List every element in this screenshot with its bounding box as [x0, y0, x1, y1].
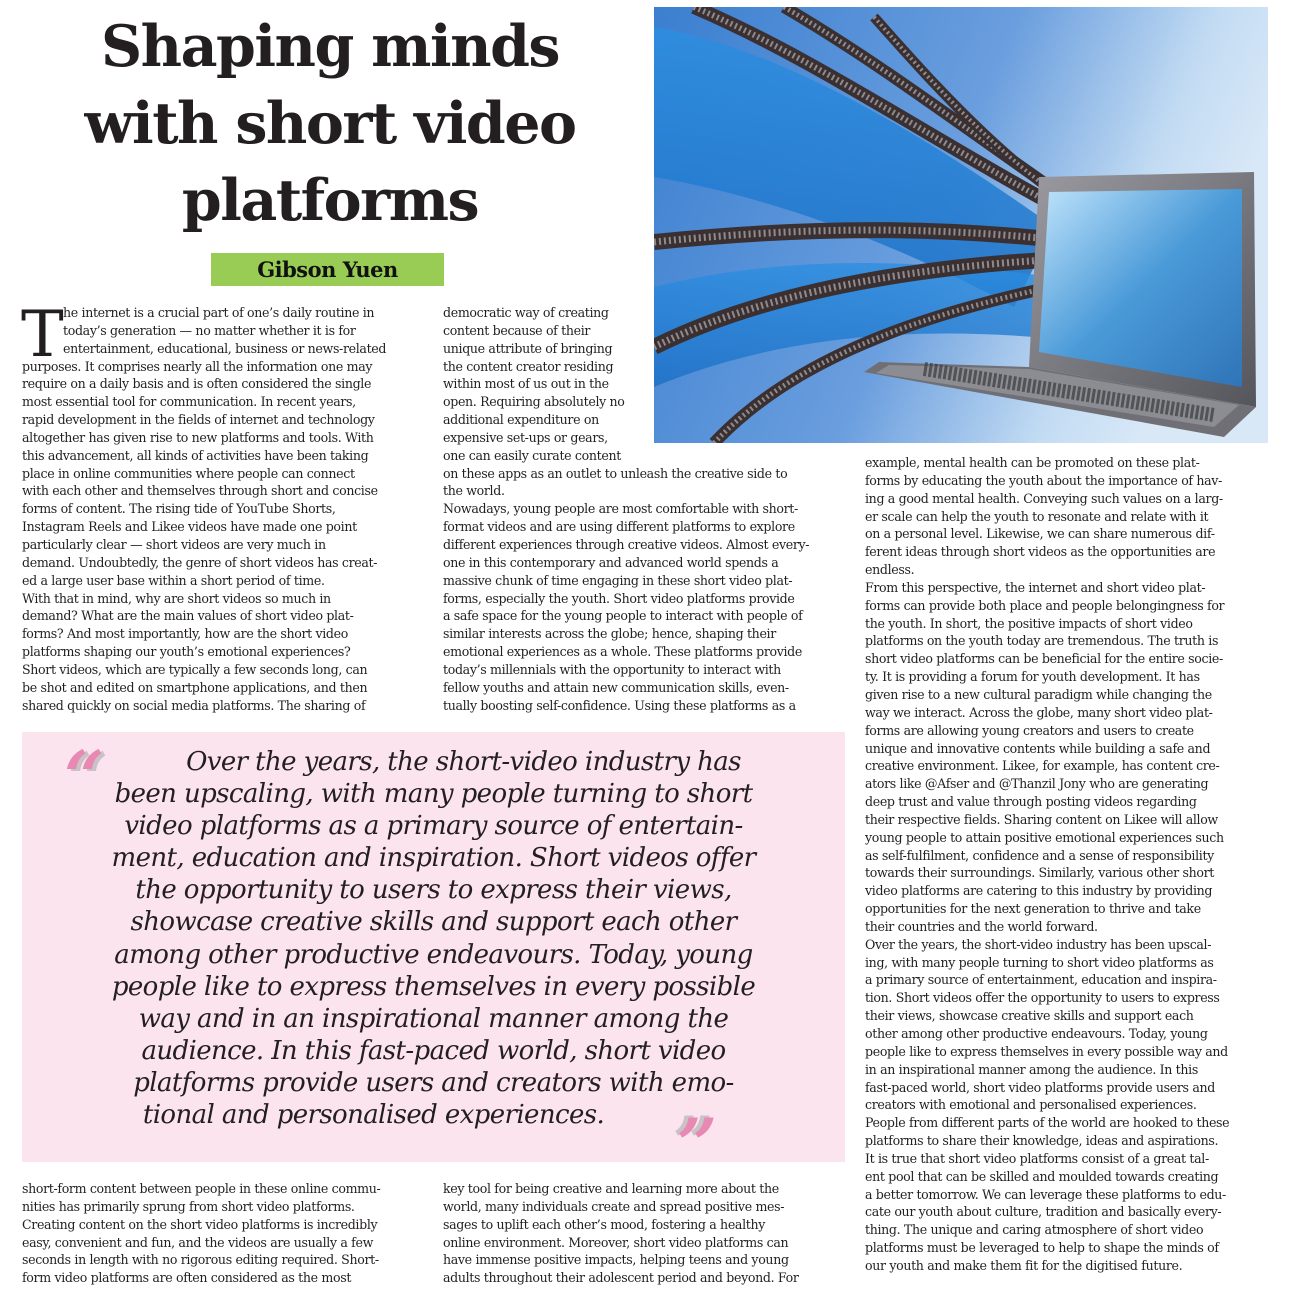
text-line: platforms shaping our youth’s emotional experiences?: [22, 644, 351, 660]
text-line: altogether has given rise to new platforms and tools. With: [22, 429, 374, 445]
text-line: expensive set-ups or gears,: [443, 429, 608, 445]
text-line: demand. Undoubtedly, the genre of short videos has creat-: [22, 554, 378, 570]
text-line: this advancement, all kinds of activities have been taking: [22, 447, 369, 463]
headline: [20, 8, 640, 239]
quote-line: ment, education and inspiration. Short videos offer: [111, 843, 756, 874]
text-line: ent pool that can be skilled and moulded towards creating: [865, 1168, 1219, 1184]
text-line: tually boosting self-confidence. Using these platforms as a: [443, 697, 796, 713]
text-line: the content creator residing: [443, 358, 614, 374]
text-line: similar interests across the globe; hence, shaping their: [443, 626, 776, 642]
text-line: towards their surroundings. Similarly, various other short: [865, 865, 1214, 881]
text-line: format videos and are using different platforms to explore: [443, 519, 795, 535]
text-line: adults throughout their adolescent period and beyond. For: [443, 1270, 799, 1286]
open-quote-icon: “: [64, 735, 105, 818]
text-line: one in this contemporary and advanced world spends a: [443, 554, 779, 570]
text-line: platforms on the youth today are tremendous. The truth is: [865, 633, 1219, 649]
text-line: shared quickly on social media platforms. The sharing of: [22, 697, 366, 713]
text-line: forms, especially the youth. Short video platforms provide: [443, 590, 795, 606]
text-line: It is true that short video platforms consist of a great tal-: [865, 1150, 1209, 1166]
text-line: ferent ideas through short videos as the opportunities are: [865, 544, 1216, 560]
text-line: their views, showcase creative skills and support each: [865, 1008, 1194, 1024]
text-line: with each other and themselves through short and concise: [22, 483, 378, 499]
text-line: People from different parts of the world are hooked to these: [865, 1115, 1230, 1131]
text-line: purposes. It comprises nearly all the information one may: [22, 358, 373, 374]
text-line: additional expenditure on: [443, 412, 599, 428]
text-line: in an inspirational manner among the audience. In this: [865, 1061, 1198, 1077]
text-line: way we interact. Across the globe, many short video plat-: [865, 704, 1213, 720]
text-line: he internet is a crucial part of one’s daily routine in: [63, 305, 375, 320]
text-line: rapid development in the fields of internet and technology: [22, 412, 375, 428]
headline-line: with short video: [84, 90, 576, 157]
text-line: seconds in length with no rigorous editing required. Short-: [22, 1252, 379, 1268]
text-line: a safe space for the young people to interact with people of: [443, 608, 803, 624]
pull-quote: [22, 732, 845, 1186]
text-line: Instagram Reels and Likee videos have made one point: [22, 519, 357, 535]
text-line: today’s millennials with the opportunity to interact with: [443, 661, 781, 677]
text-line: ing a good mental health. Conveying such values on a larg-: [865, 490, 1223, 506]
text-line: a better tomorrow. We can leverage these platforms to edu-: [865, 1186, 1226, 1202]
text-line: key tool for being creative and learning more about the: [443, 1181, 779, 1196]
text-line: unique and innovative contents while building a safe and: [865, 740, 1211, 756]
text-line: With that in mind, why are short videos so much in: [22, 590, 331, 606]
text-line: as self-fulfilment, confidence and a sense of responsibility: [865, 847, 1214, 863]
quote-line: showcase creative skills and support each other: [130, 907, 737, 938]
text-line: people like to express themselves in every possible way and: [865, 1043, 1228, 1059]
text-line: a primary source of entertainment, education and inspira-: [865, 972, 1217, 988]
text-line: the world.: [443, 483, 505, 499]
text-line: fellow youths and attain new communication skills, even-: [443, 679, 789, 695]
drop-cap: T: [21, 298, 64, 372]
text-line: the youth. In short, the positive impacts of short video: [865, 615, 1193, 631]
text-line: content because of their: [443, 322, 591, 338]
text-line: young people to attain positive emotional experiences such: [865, 829, 1224, 845]
text-line: demand? What are the main values of short video plat-: [22, 608, 354, 624]
quote-line: way and in an inspirational manner among the: [138, 1003, 729, 1034]
text-line: forms can provide both place and people belongingness for: [865, 597, 1225, 613]
text-line: democratic way of creating: [443, 305, 609, 320]
text-line: ing, with many people turning to short video platforms as: [865, 954, 1214, 970]
text-line: sages to uplift each other’s mood, fostering a healthy: [443, 1216, 765, 1232]
text-line: have immense positive impacts, helping teens and young: [443, 1252, 789, 1268]
text-line: opportunities for the next generation to thrive and take: [865, 901, 1201, 917]
text-line: creative environment. Likee, for example, has content cre-: [865, 758, 1220, 774]
text-line: entertainment, educational, business or news-related: [63, 340, 387, 356]
text-line: online environment. Moreover, short video platforms can: [443, 1234, 789, 1250]
column-2-bottom: [443, 1180, 848, 1287]
text-line: require on a daily basis and is often considered the single: [22, 376, 372, 392]
headline-line: Shaping minds: [100, 13, 560, 80]
text-line: today’s generation — no matter whether it is for: [63, 322, 356, 338]
text-line: on these apps as an outlet to unleash the creative side to: [443, 465, 788, 481]
headline-line: platforms: [181, 167, 479, 234]
text-line: cate our youth about culture, tradition and basically every-: [865, 1204, 1222, 1220]
text-line: short-form content between people in these online commu-: [22, 1181, 381, 1196]
quote-line: people like to express themselves in every possible: [111, 971, 756, 1002]
text-line: our youth and make them fit for the digitised future.: [865, 1257, 1183, 1273]
text-line: their countries and the world forward.: [865, 918, 1098, 934]
text-line: their respective fields. Sharing content on Likee will allow: [865, 811, 1218, 827]
quote-line: the opportunity to users to express their views,: [135, 875, 732, 906]
text-line: other among other productive endeavours. Today, young: [865, 1026, 1208, 1041]
text-line: endless.: [865, 562, 915, 578]
text-line: form video platforms are often considered as the most: [22, 1270, 352, 1286]
text-line: unique attribute of bringing: [443, 340, 613, 356]
quote-line: video platforms as a primary source of entertain-: [124, 811, 743, 842]
byline: Gibson Yuen: [211, 253, 444, 286]
text-line: forms? And most importantly, how are the short video: [22, 626, 348, 642]
text-line: Over the years, the short-video industry has been upscal-: [865, 936, 1212, 952]
text-line: forms are allowing young creators and users to create: [865, 722, 1194, 738]
text-line: place in online communities where people can connect: [22, 465, 355, 481]
text-line: tion. Short videos offer the opportunity to users to express: [865, 990, 1220, 1006]
quote-line: Over the years, the short-video industry has: [186, 747, 741, 777]
text-line: within most of us out in the: [443, 376, 609, 392]
text-line: thing. The unique and caring atmosphere of short video: [865, 1222, 1204, 1238]
text-line: forms by educating the youth about the importance of hav-: [865, 472, 1222, 488]
text-line: be shot and edited on smartphone applications, and then: [22, 679, 368, 695]
text-line: Creating content on the short video platforms is incredibly: [22, 1216, 378, 1232]
column-3: [865, 454, 1275, 1275]
text-line: er scale can help the youth to resonate and relate with it: [865, 508, 1209, 524]
text-line: different experiences through creative videos. Almost every-: [443, 536, 810, 552]
column-1-bottom: [22, 1180, 432, 1287]
text-line: From this perspective, the internet and short video plat-: [865, 579, 1206, 595]
text-line: open. Requiring absolutely no: [443, 394, 625, 410]
text-line: Short videos, which are typically a few seconds long, can: [22, 661, 368, 677]
text-line: creators with emotional and personalised experiences.: [865, 1097, 1197, 1113]
text-line: short video platforms can be beneficial for the entire socie-: [865, 651, 1223, 667]
quote-line: platforms provide users and creators with emo-: [133, 1067, 734, 1098]
text-line: massive chunk of time engaging in these short video plat-: [443, 572, 793, 588]
text-line: ed a large user base within a short period of time.: [22, 572, 325, 588]
text-line: fast-paced world, short video platforms provide users and: [865, 1079, 1215, 1095]
text-line: deep trust and value through posting videos regarding: [865, 794, 1197, 810]
text-line: example, mental health can be promoted on these plat-: [865, 455, 1200, 470]
text-line: world, many individuals create and spread positive mes-: [443, 1198, 785, 1214]
text-line: ators like @Afser and @Thanzil Jony who are generating: [865, 776, 1209, 792]
text-line: emotional experiences as a whole. These platforms provide: [443, 644, 802, 660]
text-line: on a personal level. Likewise, we can share numerous dif-: [865, 526, 1215, 542]
quote-line: among other productive endeavours. Today, young: [114, 939, 753, 970]
column-2-top: [443, 304, 848, 714]
text-line: platforms must be leveraged to help to shape the minds of: [865, 1240, 1219, 1256]
text-line: platforms to share their knowledge, ideas and aspirations.: [865, 1133, 1219, 1149]
text-line: easy, convenient and fun, and the videos are usually a few: [22, 1234, 374, 1250]
quote-line: audience. In this fast-paced world, short video: [141, 1035, 726, 1066]
column-1-top: [21, 298, 432, 714]
text-line: ty. It is providing a forum for youth development. It has: [865, 669, 1200, 685]
quote-line: been upscaling, with many people turning to short: [114, 779, 753, 810]
text-line: one can easily curate content: [443, 447, 621, 463]
close-quote-icon: ”: [677, 1103, 718, 1186]
text-line: most essential tool for communication. In recent years,: [22, 394, 356, 410]
text-line: video platforms are catering to this industry by providing: [865, 883, 1213, 899]
quote-line: tional and personalised experiences.: [142, 1100, 605, 1131]
text-line: Nowadays, young people are most comfortable with short-: [443, 501, 798, 517]
text-line: nities has primarily sprung from short video platforms.: [22, 1198, 355, 1214]
text-line: forms of content. The rising tide of YouTube Shorts,: [22, 501, 336, 517]
pull-quote-text: [22, 746, 845, 1131]
text-line: given rise to a new cultural paradigm while changing the: [865, 686, 1212, 702]
text-line: particularly clear — short videos are very much in: [22, 536, 326, 552]
